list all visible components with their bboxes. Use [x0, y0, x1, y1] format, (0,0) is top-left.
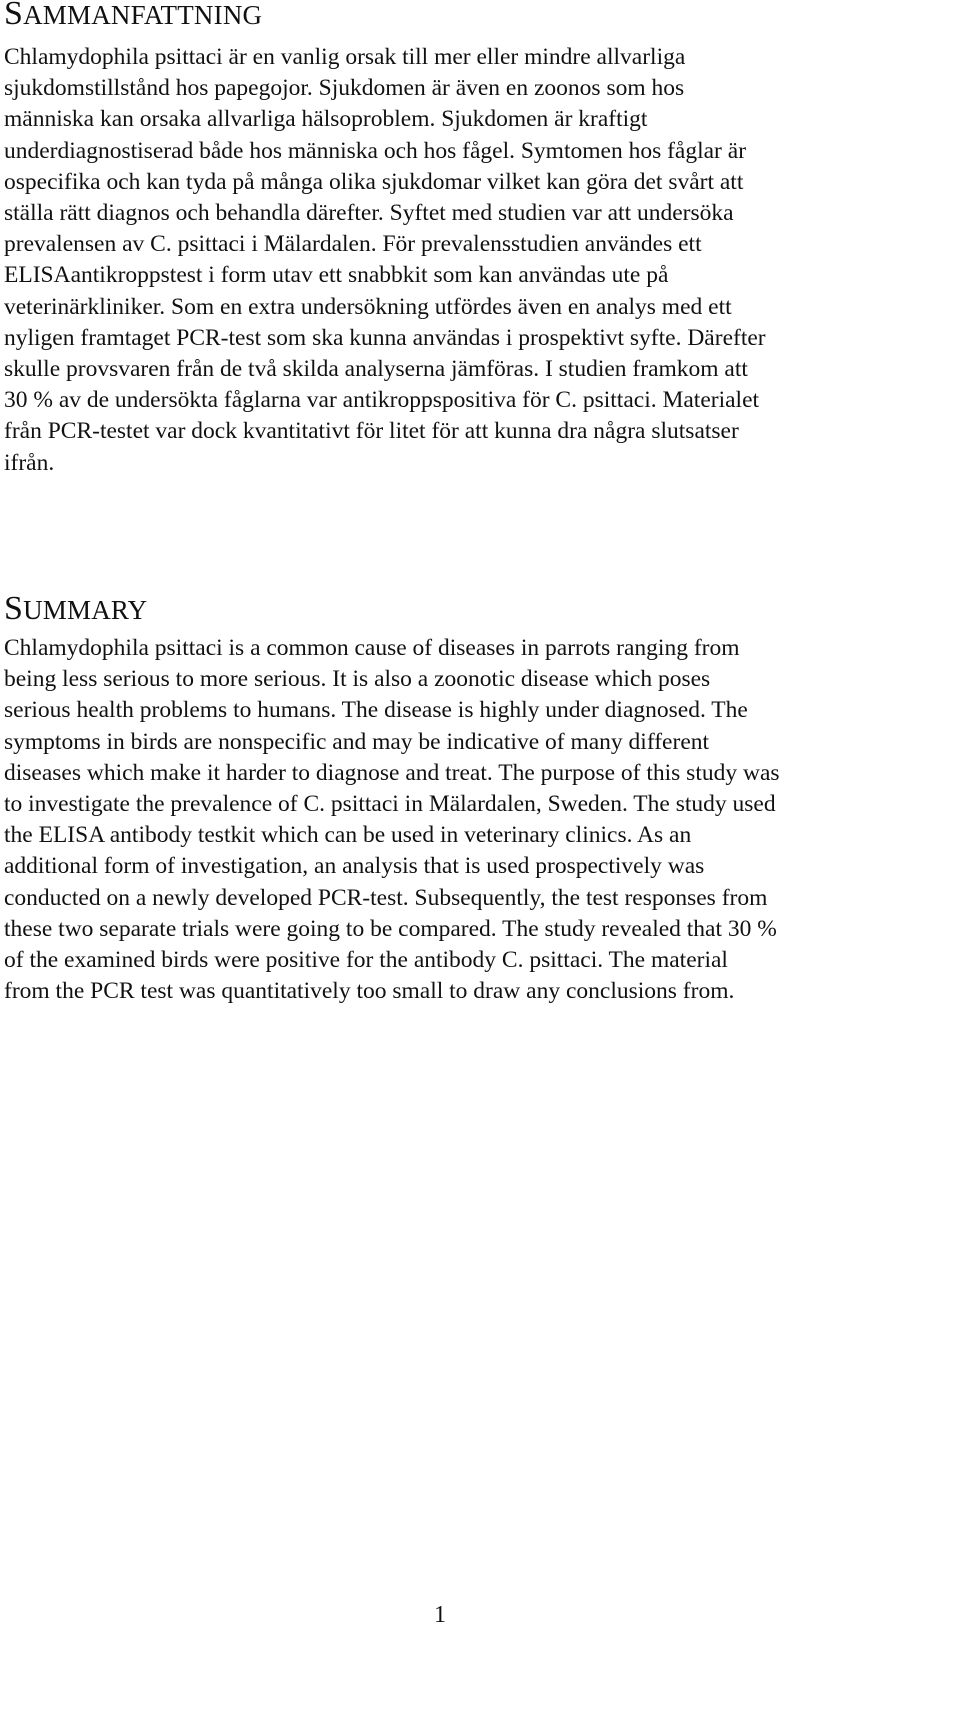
text-line: from the PCR test was quantitatively too small to draw any conclusions from.	[4, 978, 735, 1005]
text-line: sjukdomstillstånd hos papegojor. Sjukdomen är även en zoonos som hos	[4, 75, 685, 102]
english-heading-rest: UMMARY	[23, 595, 148, 625]
text-line: of the examined birds were positive for the antibody C. psittaci. The material	[4, 947, 728, 974]
text-line: människa kan orsaka allvarliga hälsoproblem. Sjukdomen är kraftigt	[4, 106, 648, 133]
text-line: ifrån.	[4, 449, 55, 476]
english-heading-initial: S	[4, 590, 24, 627]
english-summary-text	[4, 633, 780, 1007]
text-line: symptoms in birds are nonspecific and may be indicative of many different	[4, 728, 710, 755]
text-line: underdiagnostiserad både hos människa och hos fågel. Symtomen hos fåglar är	[4, 137, 747, 164]
text-line: från PCR-testet var dock kvantitativt för litet för att kunna dra några slutsatser	[4, 418, 739, 445]
swedish-summary-text	[4, 42, 766, 479]
text-line: ELISAantikroppstest i form utav ett snabbkit som kan användas ute på	[4, 262, 669, 289]
text-line: serious health problems to humans. The disease is highly under diagnosed. The	[4, 697, 748, 724]
text-line: Chlamydophila psittaci is a common cause of diseases in parrots ranging from	[4, 635, 740, 661]
text-line: additional form of investigation, an analysis that is used prospectively was	[4, 853, 705, 880]
text-line: being less serious to more serious. It is also a zoonotic disease which poses	[4, 666, 711, 693]
text-line: skulle provsvaren från de två skilda analyserna jämföras. I studien framkom att	[4, 356, 748, 383]
text-line: veterinärkliniker. Som en extra undersökning utfördes även en analys med ett	[4, 293, 732, 320]
swedish-summary-heading	[4, 0, 262, 32]
text-line: ställa rätt diagnos och behandla därefter. Syftet med studien var att undersöka	[4, 200, 734, 227]
text-line: these two separate trials were going to be compared. The study revealed that 30 %	[4, 915, 777, 942]
swedish-heading-rest: AMMANFATTNING	[23, 0, 263, 30]
text-line: ospecifika och kan tyda på många olika sjukdomar vilket kan göra det svårt att	[4, 168, 744, 195]
text-line: 30 % av de undersökta fåglarna var antikroppspositiva för C. psittaci. Materialet	[4, 387, 760, 414]
text-line: diseases which make it harder to diagnose and treat. The purpose of this study was	[4, 759, 780, 786]
text-line: conducted on a newly developed PCR-test. Subsequently, the test responses from	[4, 884, 768, 911]
text-line: the ELISA antibody testkit which can be used in veterinary clinics. As an	[4, 822, 692, 849]
text-line: Chlamydophila psittaci är en vanlig orsak till mer eller mindre allvarliga	[4, 44, 686, 70]
text-line: to investigate the prevalence of C. psittaci in Mälardalen, Sweden. The study used	[4, 791, 776, 818]
swedish-heading-initial: S	[4, 0, 24, 32]
page-number: 1	[434, 1602, 446, 1628]
text-line: prevalensen av C. psittaci i Mälardalen. För prevalensstudien användes ett	[4, 231, 702, 258]
english-summary-heading	[4, 592, 147, 627]
text-line: nyligen framtaget PCR-test som ska kunna användas i prospektivt syfte. Därefter	[4, 324, 766, 351]
